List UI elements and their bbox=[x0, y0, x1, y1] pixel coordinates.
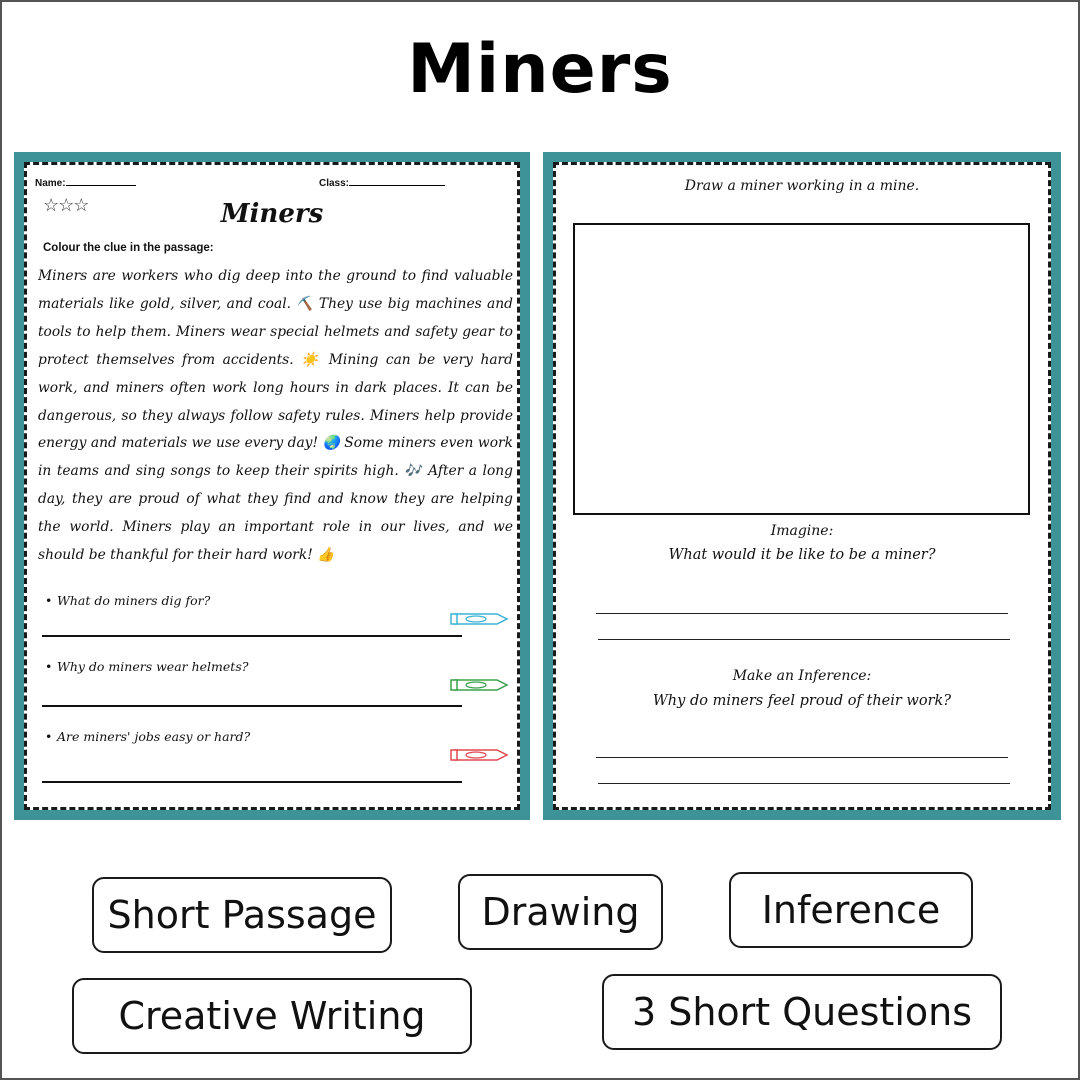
class-label: Class: bbox=[319, 178, 350, 189]
answer-line-1[interactable] bbox=[42, 635, 462, 637]
activity-sheet bbox=[543, 152, 1061, 820]
activity-inner bbox=[553, 162, 1051, 810]
draw-prompt: Draw a miner working in a mine. bbox=[684, 178, 920, 194]
tag-drawing: Drawing bbox=[458, 874, 663, 950]
inference-heading: Make an Inference: bbox=[732, 668, 872, 684]
crayon-icon-red bbox=[449, 747, 509, 763]
imagine-question: What would it be like to be a miner? bbox=[668, 547, 936, 563]
drawing-box[interactable] bbox=[573, 223, 1030, 515]
imagine-answer-line-2[interactable] bbox=[598, 639, 1010, 640]
inference-question: Why do miners feel proud of their work? bbox=[652, 693, 952, 709]
question-1-text: What do miners dig for? bbox=[57, 593, 211, 608]
question-1: • What do miners dig for? bbox=[45, 593, 211, 608]
name-label: Name: bbox=[35, 178, 66, 189]
rating-stars: ☆☆☆ bbox=[43, 195, 89, 215]
worksheet-sheet bbox=[14, 152, 530, 820]
question-2: • Why do miners wear helmets? bbox=[45, 659, 249, 674]
crayon-icon-blue bbox=[449, 611, 509, 627]
inference-answer-line-2[interactable] bbox=[598, 783, 1010, 784]
crayon-icon-green bbox=[449, 677, 509, 693]
instruction-text: Colour the clue in the passage: bbox=[43, 242, 214, 254]
page-title: Miners bbox=[407, 30, 673, 109]
reading-passage: Miners are workers who dig deep into the ground to find valuable materials like gold, silver, and coal. ⛏️ They use big machines and tools to help them. Miners wear special helmets and safety gear to protect themselves from accidents. ☀️ Mining can be very hard work, and miners often work long hours in dark places. It can be dangerous, so they always follow safety rules. Miners help provide energy and materials we use every day! 🌏 Some miners even work in teams and sing songs to keep their spirits high. 🎶 After a long day, they are proud of what they find and know they are helping the world. Miners play an important role in our lives, and we should be thankful for their hard work! 👍 bbox=[38, 268, 513, 564]
answer-line-2[interactable] bbox=[42, 705, 462, 707]
imagine-answer-line-1[interactable] bbox=[596, 613, 1008, 614]
answer-line-3[interactable] bbox=[42, 781, 462, 783]
tag-short-questions: 3 Short Questions bbox=[602, 974, 1002, 1050]
name-field bbox=[35, 177, 136, 189]
inference-answer-line-1[interactable] bbox=[596, 757, 1008, 758]
tag-inference: Inference bbox=[729, 872, 973, 948]
question-3-text: Are miners' jobs easy or hard? bbox=[57, 729, 251, 744]
question-3: • Are miners' jobs easy or hard? bbox=[45, 729, 251, 744]
tag-creative-writing: Creative Writing bbox=[72, 978, 472, 1054]
name-blank[interactable] bbox=[66, 177, 136, 186]
question-2-text: Why do miners wear helmets? bbox=[57, 659, 249, 674]
imagine-heading: Imagine: bbox=[770, 523, 834, 539]
worksheet-inner bbox=[24, 162, 520, 810]
worksheet-title: Miners bbox=[220, 199, 324, 229]
class-blank[interactable] bbox=[349, 177, 445, 186]
tag-short-passage: Short Passage bbox=[92, 877, 392, 953]
class-field bbox=[319, 177, 445, 189]
